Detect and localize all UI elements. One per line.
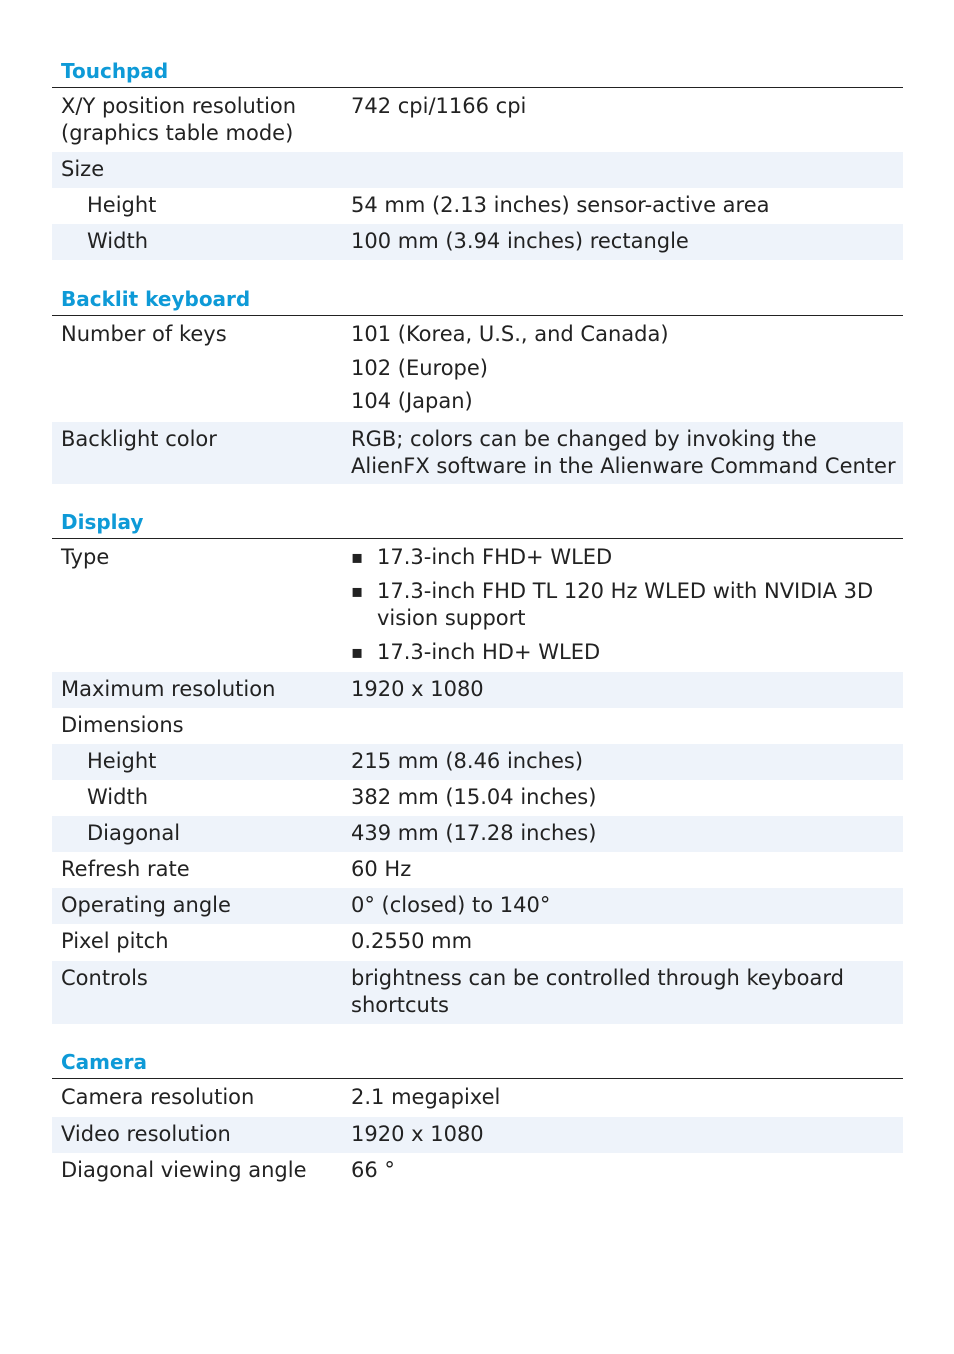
bullet-icon: ▪: [351, 581, 364, 602]
bullet-icon: ▪: [351, 642, 364, 663]
list-item: 17.3-inch FHD TL 120 Hz WLED with NVIDIA 3D vision support: [377, 579, 874, 630]
row-value: 54 mm (2.13 inches) sensor-active area: [351, 193, 770, 217]
row-label: Backlight color: [61, 427, 217, 451]
row-value: 100 mm (3.94 inches) rectangle: [351, 229, 689, 253]
row-label: Diagonal viewing angle: [61, 1158, 307, 1182]
row-value: 215 mm (8.46 inches): [351, 749, 584, 773]
row-value: 0.2550 mm: [351, 929, 473, 953]
row-value: 742 cpi/1166 cpi: [351, 94, 527, 118]
table-row: [52, 744, 903, 780]
table-row: [52, 852, 903, 888]
row-label: Video resolution: [61, 1122, 231, 1146]
table-row: [52, 888, 903, 924]
table-row: [52, 317, 903, 422]
row-value: 439 mm (17.28 inches): [351, 821, 597, 845]
row-label: X/Y position resolution (graphics table mode): [61, 94, 297, 145]
table-row: [52, 1117, 903, 1153]
camera-heading: Camera: [61, 1050, 147, 1074]
row-label: Size: [61, 157, 105, 181]
table-row: [52, 672, 903, 708]
row-value: 0° (closed) to 140°: [351, 893, 551, 917]
row-label: Type: [61, 545, 110, 569]
row-label: Pixel pitch: [61, 929, 169, 953]
table-row: [52, 780, 903, 816]
row-value: brightness can be controlled through keyboard shortcuts: [351, 966, 844, 1017]
section-rule: [52, 87, 903, 88]
row-value: RGB; colors can be changed by invoking the AlienFX software in the Alienware Command Center: [351, 427, 896, 478]
row-label: Width: [87, 785, 149, 809]
table-row: [52, 152, 903, 188]
row-value: 66 °: [351, 1158, 395, 1182]
table-row: [52, 816, 903, 852]
section-rule: [52, 1078, 903, 1079]
list-item: 17.3-inch FHD+ WLED: [377, 545, 613, 569]
list-item: 17.3-inch HD+ WLED: [377, 640, 601, 664]
row-label: Diagonal: [87, 821, 181, 845]
section-rule: [52, 315, 903, 316]
table-row: [52, 961, 903, 1024]
row-label: Width: [87, 229, 149, 253]
row-value: 60 Hz: [351, 857, 412, 881]
row-value: 104 (Japan): [351, 389, 473, 413]
row-value: 102 (Europe): [351, 356, 488, 380]
row-value: 382 mm (15.04 inches): [351, 785, 597, 809]
table-row: [52, 422, 903, 484]
table-row: [52, 924, 903, 961]
display-heading: Display: [61, 510, 144, 534]
table-row: [52, 540, 903, 672]
row-label: Operating angle: [61, 893, 231, 917]
row-label: Dimensions: [61, 713, 184, 737]
table-row: [52, 1080, 903, 1117]
row-label: Maximum resolution: [61, 677, 276, 701]
table-row: [52, 188, 903, 224]
row-value: 1920 x 1080: [351, 1122, 484, 1146]
touchpad-heading: Touchpad: [61, 59, 169, 83]
row-label: Refresh rate: [61, 857, 190, 881]
row-label: Height: [87, 193, 157, 217]
table-row: [52, 708, 903, 744]
row-value: 1920 x 1080: [351, 677, 484, 701]
row-value: 2.1 megapixel: [351, 1085, 501, 1109]
row-label: Height: [87, 749, 157, 773]
table-row: [52, 224, 903, 260]
keyboard-heading: Backlit keyboard: [61, 287, 251, 311]
bullet-icon: ▪: [351, 547, 364, 568]
row-value: 101 (Korea, U.S., and Canada): [351, 322, 669, 346]
row-label: Number of keys: [61, 322, 227, 346]
section-rule: [52, 538, 903, 539]
table-row: [52, 1153, 903, 1189]
row-label: Camera resolution: [61, 1085, 255, 1109]
row-label: Controls: [61, 966, 148, 990]
table-row: [52, 89, 903, 152]
